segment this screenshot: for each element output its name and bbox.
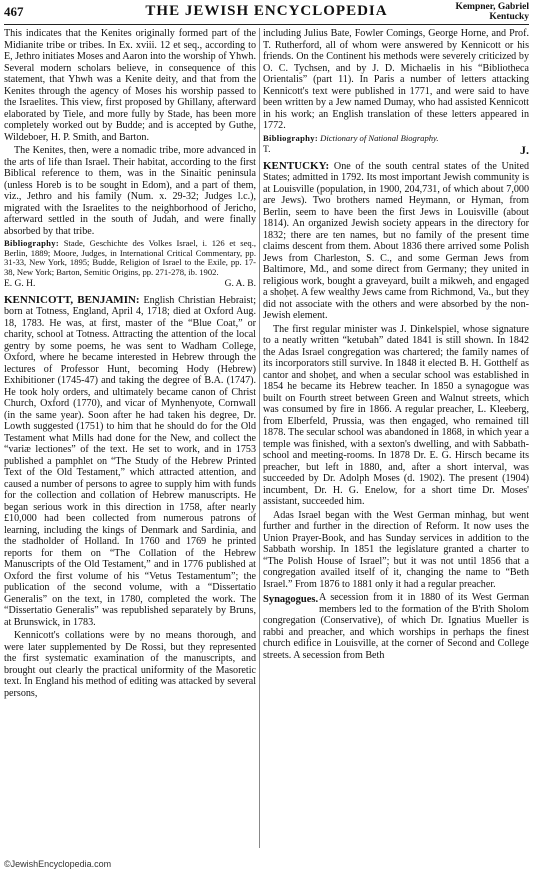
kennicott-continuation: including Julius Bate, Fowler Comings, George Horne, and Prof. T. Rutherford, all of whom were answered by Kennicott or his friends. On the Continent his methods were severely criticized by O. C. Tychsen, and by J. D. Michaelis in his “Bibliotheca Orientalis” (part 11). In Paris a number of letters attacking Kennicott's text were published in 1771, and were said to have been written by a Jew named Dumay, who had assisted Kennicott in his work; an English translation of these letters appeared in 1772.	[263, 28, 529, 131]
signature-initials-left: T.	[263, 145, 271, 156]
side-heading-synagogues: Synagogues.	[263, 594, 319, 606]
kentucky-paragraph-4	[263, 592, 529, 661]
running-head-line-1: Kempner, Gabriel	[455, 2, 529, 12]
page-number: 467	[4, 4, 24, 19]
signature-initials-right: G. A. B.	[224, 279, 256, 290]
kenites-bibliography	[4, 239, 256, 277]
signature-initials-right: J.	[520, 143, 529, 158]
bibliography-text: Stade, Geschichte des Volkes Israel, i. 126 et seq., Berlin, 1889; Moore, Judges, in International Critical Commentary, pp. 31-33, New York, 1895; Budde, Religion of Israel to the Exile, pp. 17-38, New York; Barton, Semitic Origins, pp. 271-278, ib. 1902.	[4, 238, 256, 277]
left-column	[4, 28, 256, 848]
kentucky-paragraph-4-text: A secession from it in 1880 of its West German members led to the formation of the B'rith Sholom congregation (Conservative), of which Dr. Ignatius Mueller is rabbi and preacher, and which worships in perhaps the finest church edifice in Louisville, at the corner of Second and College streets. A secession from Beth	[263, 592, 529, 661]
kennicott-text: English Christian Hebraist; born at Totness, England, April 4, 1718; died at Oxford Aug. 18, 1783. He was, at first, master of the “Blue Coat,” or charity, school at Totness. Attracting the attention of the local gentry by some poems, he was sent to Wadham College, Oxford, where he became interested in Hebrew through the lectures of Professor Hunt, becoming Hody (Hebrew) Exhibitioner (1745-47) and taking the degree of B.A. (1747). He took holy orders, and ultimately became canon of Christ Church, Oxford (1770), and vicar of Mynhenyote, Cornwall (in the same year). Soon after he had taken his degree, Dr. Lowth suggested (1751) to him that he should do for the Old Testament what Mills had done for the New, and collect the “variæ lectiones” of the text. He set to work, and in 1753 published a pamphlet on “The Study of the Hebrew Printed Text of the Old Testament,” which attracted attention, and caused a number of persons to agree to supply him with funds for the collection and collation of Hebrew manuscripts. He began serious work in this direction in 1758, after nearly £10,000 had been collected from numerous patrons of learning, including the kings of Denmark and Sardinia, and the stadholder of Holland. In 1760 and 1769 he printed reports for them on “The Collation of the Hebrew Manuscripts of the Old Testament,” and in 1776 published at Oxford the first volume of his “Vetus Testamentum”; the publication of the second volume, with a “Dissertatio Generalis” on the text, in 1780, completed the work. The “Dissertatio Generalis” was republished separately by Bruns, at Brunswick, in 1783.	[4, 294, 256, 628]
kennicott-heading: KENNICOTT, BENJAMIN:	[4, 293, 140, 306]
kennicott-entry	[4, 295, 256, 629]
kennicott-paragraph-2: Kennicott's collations were by no means thorough, and were later supplemented by De Rossi, but they represented the first systematic examination of the manuscripts, and brought out clearly the practical uniformity of the Masoretic text. In England his method of editing was attacked by several persons,	[4, 630, 256, 699]
right-column	[263, 28, 529, 848]
running-head-line-2: Kentucky	[489, 12, 529, 22]
signature-initials-left: E. G. H.	[4, 279, 36, 290]
bibliography-label: Bibliography:	[263, 132, 318, 143]
kentucky-entry	[263, 161, 529, 322]
watermark-footer: ©JewishEncyclopedia.com	[4, 859, 112, 869]
kentucky-paragraph-3: Adas Israel began with the West German minhag, but went further and further in the direction of Reform. It now uses the Union Prayer-Book, and has Sunday services in addition to the Sabbath worship. In 1851 the legislature granted a charter to “The Polish House of Israel”; but it was not until 1856 that a congregation availed itself of it, changing the name to “Beth Israel.” From 1876 to 1881 only it had a regular preacher.	[263, 509, 529, 590]
kentucky-text: One of the south central states of the United States; admitted in 1792. Its most important Jewish community is at Louisville (population, in 1900, 204,731, of which about 7,000 are Jews). Two brothers named Heymann, or Hyman, from Berlin, seem to have been the first Jews in Louisville (about 1814). An organized Jewish society appears in the directory for 1832; there are ten names, but no family of the present time claims descent from them. About 1836 there arrived some Polish Jews from Charleston, S. C., and some German Jews from Baltimore, Md., and some direct from Germany; they united in religious work, bought a graveyard, built a mikweh, and engaged a shoḥeṭ. A few wealthy Jews came from Richmond, Va., but they did not associate with the others and were absorbed by the non-Jewish element.	[263, 160, 529, 322]
running-title: THE JEWISH ENCYCLOPEDIA	[145, 3, 388, 19]
kenites-signature	[4, 279, 256, 291]
kentucky-heading: KENTUCKY:	[263, 159, 330, 172]
kennicott-signature	[263, 145, 529, 157]
kentucky-paragraph-2: The first regular minister was J. Dinkelspiel, whose signature to a neatly written “ketubah” dated 1841 is still shown. In 1842 the Adas Israel congregation was chartered; the family names of its incorporators still survive. In 1848 it elected B. H. Gotthelf as cantor and shoḥeṭ, and when a secular school was established in 1854 he became its Hebrew teacher. In 1850 a synagogue was built on Fourth street between Green and Walnut streets, which was consumed by fire in 1866. A regular preacher, L. Kleeberg, from Elberfeld, Prussia, was then engaged, who remained till 1878. The secular school was abandoned in 1868, in which year a temple was finished, with a sexton's dwelling, and with Sabbath-school and meeting-rooms. In 1878 Dr. E. G. Hirsch became its preacher, but left in 1880, and, after a short interval, was succeeded by Dr. Adolph Moses (d. 1902). The present (1904) incumbent, Dr. H. G. Enelow, for a short time Dr. Moses' assistant, succeeded him.	[263, 323, 529, 508]
column-divider	[259, 28, 260, 848]
kenites-paragraph-2: The Kenites, then, were a nomadic tribe, more advanced in the arts of life than Israel. Their habitat, according to the first Biblical reference to them, was in the Sinaitic peninsula (unless Horeb is to be sought in Edom), and a part of them, viz., Jethro and his family (Num. x. 29-32; Judges l.c.), migrated with the Israelites to the neighborhood of Jericho, afterward settled in the south of Judah, and were finally absorbed by that tribe.	[4, 145, 256, 237]
page-header	[4, 2, 529, 25]
kenites-paragraph-1: This indicates that the Kenites originally formed part of the Midianite tribe or tribes. In Ex. xviii. 12 et seq., according to E, Jethro initiates Moses and Aaron into the worship of Yhwh. Several modern scholars believe, in consequence of this statement, that Yhwh was a Kenite deity, and that from the Kenites through the agency of Moses his worship passed to the Israelites. This view, first proposed by Ghillany, afterward elaborated by Tiele, and more fully by Stade, has been more completely worked out by Budde; and is accepted by Guthe, Wildeboer, H. P. Smith, and Barton.	[4, 28, 256, 143]
bibliography-label: Bibliography:	[4, 238, 59, 248]
kennicott-bibliography	[263, 134, 529, 144]
running-head-right	[455, 2, 529, 22]
bibliography-text: Dictionary of National Biography.	[318, 132, 439, 143]
